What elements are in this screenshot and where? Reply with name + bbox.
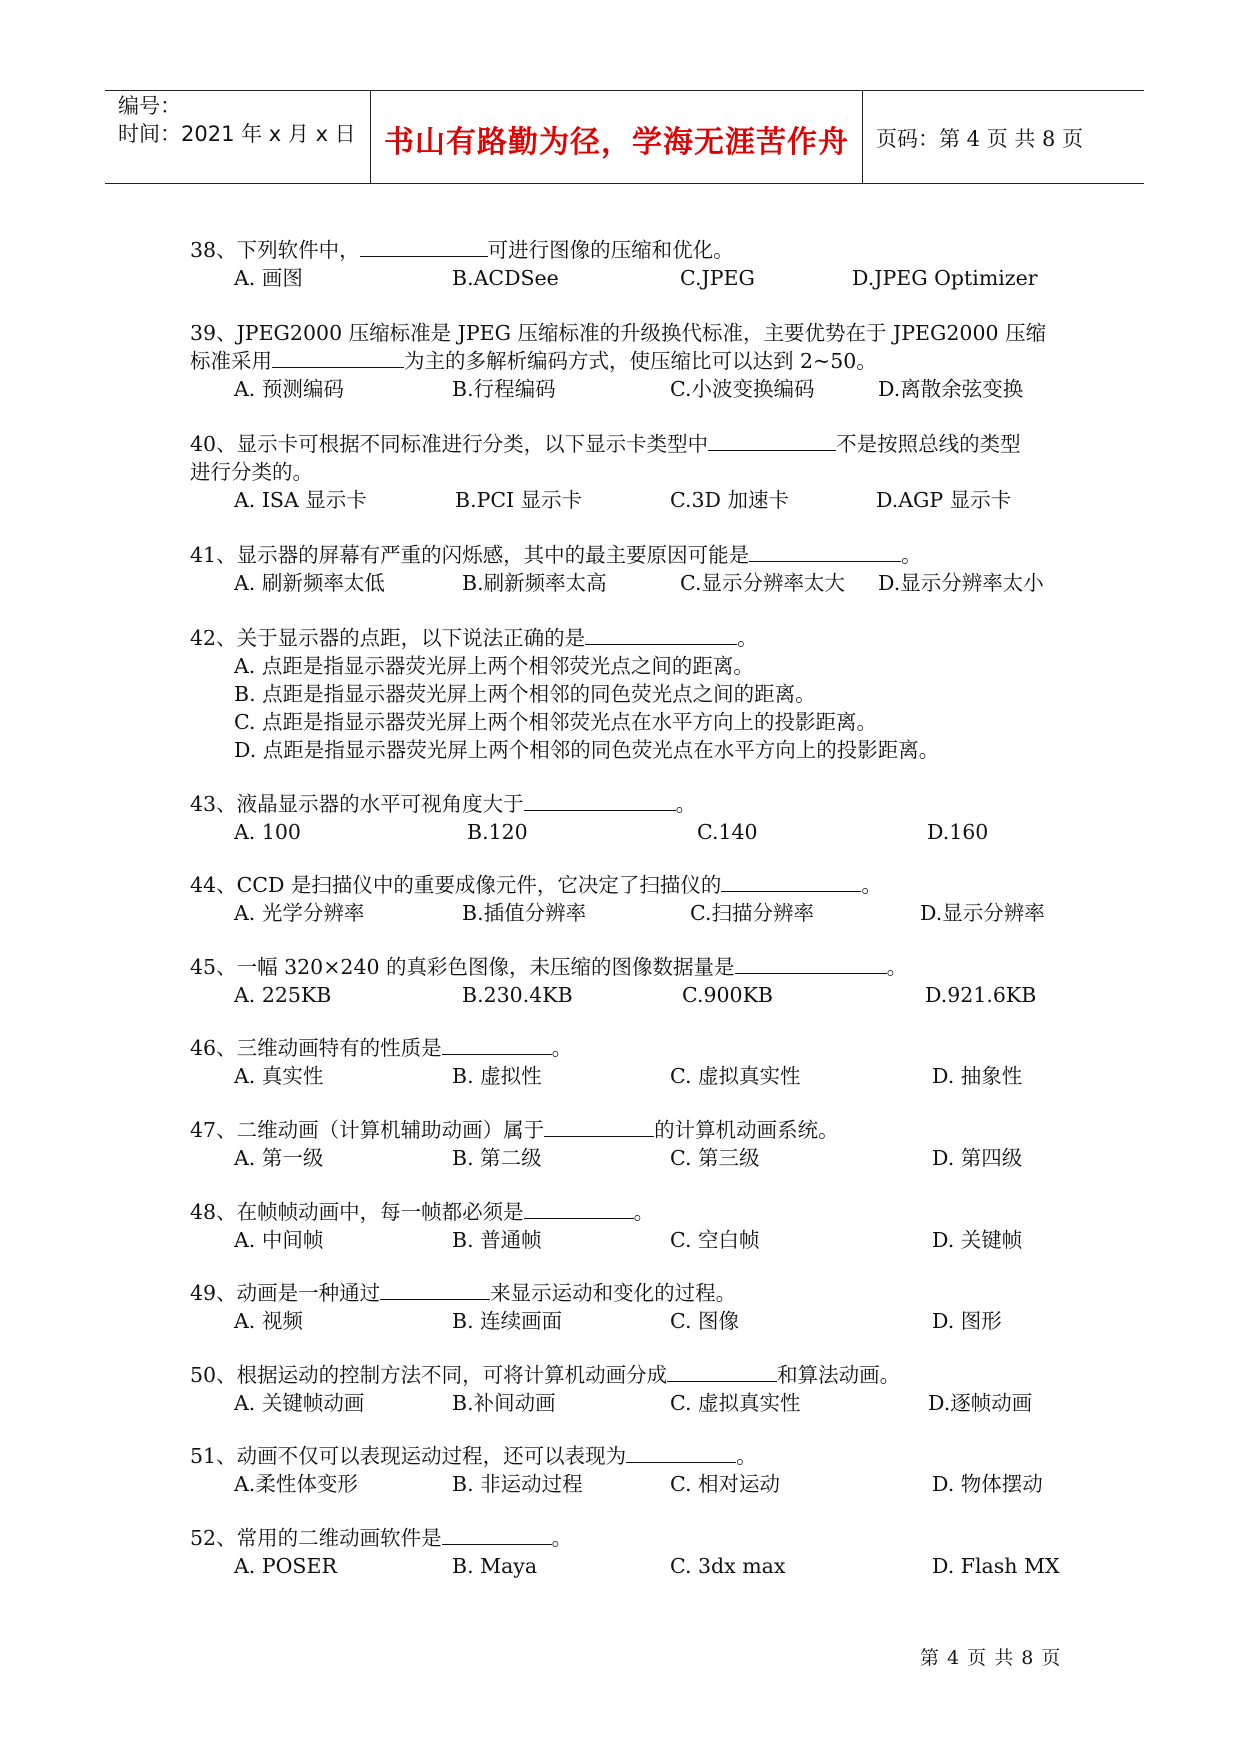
option-b: B.插值分辨率 bbox=[462, 901, 587, 925]
question-stem: 40、显示卡可根据不同标准进行分类，以下显示卡类型中 bbox=[190, 432, 709, 456]
option-d: D.显示分辨率太小 bbox=[878, 571, 1044, 595]
option-a: A. 关键帧动画 bbox=[234, 1391, 365, 1415]
options-row bbox=[190, 981, 1070, 1009]
question-stem: 49、动画是一种通过 bbox=[190, 1281, 381, 1305]
option-c: C. 3dx max bbox=[670, 1554, 786, 1578]
question-stem-end: 。 bbox=[551, 1526, 573, 1550]
option-b: B. 虚拟性 bbox=[452, 1064, 542, 1088]
options-row bbox=[190, 1062, 1070, 1090]
option-c: C. 点距是指显示器荧光屏上两个相邻荧光点在水平方向上的投影距离。 bbox=[234, 710, 877, 734]
answer-blank bbox=[272, 347, 404, 368]
answer-blank bbox=[585, 624, 737, 645]
option-a: A. ISA 显示卡 bbox=[234, 488, 367, 512]
question-39 bbox=[190, 319, 1070, 403]
options-row bbox=[190, 264, 1070, 292]
options-row bbox=[190, 1307, 1070, 1335]
question-stem: 47、二维动画（计算机辅助动画）属于 bbox=[190, 1118, 545, 1142]
question-48 bbox=[190, 1198, 1070, 1254]
question-38 bbox=[190, 236, 1070, 292]
question-47 bbox=[190, 1116, 1070, 1172]
question-stem: 38、下列软件中， bbox=[190, 238, 360, 262]
answer-blank bbox=[749, 541, 901, 562]
option-c: C. 空白帧 bbox=[670, 1228, 760, 1252]
option-c: C.扫描分辨率 bbox=[690, 901, 814, 925]
options-row bbox=[190, 1144, 1070, 1172]
question-stem: 45、一幅 320×240 的真彩色图像，未压缩的图像数据量是 bbox=[190, 955, 735, 979]
option-c: C.小波变换编码 bbox=[670, 377, 815, 401]
options-row bbox=[190, 1389, 1070, 1417]
option-b: B. Maya bbox=[452, 1554, 538, 1578]
option-d: D.逐帧动画 bbox=[928, 1391, 1033, 1415]
question-stem-end: 。 bbox=[737, 626, 758, 650]
question-41 bbox=[190, 541, 1070, 597]
option-d: D. Flash MX bbox=[932, 1554, 1060, 1578]
options-row bbox=[190, 899, 1070, 927]
answer-blank bbox=[721, 871, 861, 892]
option-b: B.刷新频率太高 bbox=[462, 571, 607, 595]
question-stem-end: 可进行图像的压缩和优化。 bbox=[487, 238, 734, 262]
option-b: B. 普通帧 bbox=[452, 1228, 542, 1252]
option-b: B.PCI 显示卡 bbox=[455, 488, 583, 512]
option-c: C. 图像 bbox=[670, 1309, 739, 1333]
question-stem: 43、液晶显示器的水平可视角度大于 bbox=[190, 792, 524, 816]
question-stem-end: 。 bbox=[633, 1200, 655, 1224]
option-c: C. 虚拟真实性 bbox=[670, 1391, 801, 1415]
option-a: A. 预测编码 bbox=[234, 377, 344, 401]
option-a: A. 光学分辨率 bbox=[234, 901, 365, 925]
question-46 bbox=[190, 1034, 1070, 1090]
header-meta bbox=[118, 92, 356, 148]
option-a: A. 100 bbox=[234, 820, 301, 844]
option-c: C.3D 加速卡 bbox=[670, 488, 789, 512]
header-top-rule bbox=[105, 90, 1144, 91]
option-a: A.柔性体变形 bbox=[234, 1472, 358, 1496]
option-b: B.行程编码 bbox=[452, 377, 556, 401]
question-stem-cont: 标准采用 bbox=[190, 349, 272, 373]
answer-blank bbox=[524, 790, 676, 811]
question-40 bbox=[190, 430, 1070, 514]
answer-blank bbox=[360, 236, 488, 257]
option-d: D.AGP 显示卡 bbox=[876, 488, 1012, 512]
option-c: C.JPEG bbox=[680, 266, 755, 290]
header-motto: 书山有路勤为径，学海无涯苦作舟 bbox=[384, 125, 849, 160]
question-stem-end: 。 bbox=[886, 955, 908, 979]
option-d: D. 第四级 bbox=[932, 1146, 1023, 1170]
question-stem: 46、三维动画特有的性质是 bbox=[190, 1036, 442, 1060]
question-stem: 39、JPEG2000 压缩标准是 JPEG 压缩标准的升级换代标准，主要优势在于 JPEG2000 压缩 bbox=[190, 321, 1047, 345]
answer-blank bbox=[667, 1361, 777, 1382]
question-stem: 41、显示器的屏幕有严重的闪烁感，其中的最主要原因可能是 bbox=[190, 543, 750, 567]
answer-blank bbox=[544, 1116, 654, 1137]
answer-blank bbox=[442, 1034, 552, 1055]
options-row bbox=[190, 1552, 1070, 1580]
answer-blank bbox=[442, 1524, 552, 1545]
question-stem: 51、动画不仅可以表现运动过程，还可以表现为 bbox=[190, 1444, 627, 1468]
question-stem: 42、关于显示器的点距，以下说法正确的是 bbox=[190, 626, 586, 650]
question-44 bbox=[190, 871, 1070, 927]
options-row bbox=[190, 486, 1070, 514]
option-a: A. 画图 bbox=[234, 266, 303, 290]
question-43 bbox=[190, 790, 1070, 846]
option-b: B. 连续画面 bbox=[452, 1309, 563, 1333]
option-c: C.140 bbox=[697, 820, 758, 844]
option-c: C. 第三级 bbox=[670, 1146, 760, 1170]
option-a: A. 刷新频率太低 bbox=[234, 571, 385, 595]
page-footer: 第 4 页 共 8 页 bbox=[920, 1647, 1062, 1669]
option-c: C. 虚拟真实性 bbox=[670, 1064, 801, 1088]
option-a: A. POSER bbox=[234, 1554, 337, 1578]
answer-blank bbox=[735, 953, 887, 974]
question-stem: 50、根据运动的控制方法不同，可将计算机动画分成 bbox=[190, 1363, 668, 1387]
option-d: D.离散余弦变换 bbox=[878, 377, 1024, 401]
question-stem-end: 为主的多解析编码方式，使压缩比可以达到 2~50。 bbox=[404, 349, 877, 373]
option-b: B.ACDSee bbox=[452, 266, 559, 290]
option-a: A. 第一级 bbox=[234, 1146, 324, 1170]
question-stem-end: 的计算机动画系统。 bbox=[654, 1118, 839, 1142]
option-b: B. 非运动过程 bbox=[452, 1472, 583, 1496]
question-stem-end: 。 bbox=[551, 1036, 573, 1060]
option-d: D. 物体摆动 bbox=[932, 1472, 1043, 1496]
question-stem-end: 。 bbox=[901, 543, 922, 567]
header-bottom-rule bbox=[105, 183, 1144, 184]
option-a: A. 视频 bbox=[234, 1309, 303, 1333]
option-d: D.显示分辨率 bbox=[920, 901, 1045, 925]
options-row bbox=[190, 569, 1070, 597]
option-c: C.900KB bbox=[682, 983, 773, 1007]
options-row bbox=[190, 375, 1070, 403]
question-stem-end: 来显示运动和变化的过程。 bbox=[490, 1281, 737, 1305]
question-stem-end: 。 bbox=[675, 792, 697, 816]
option-a: A. 225KB bbox=[234, 983, 332, 1007]
option-b: B.120 bbox=[467, 820, 528, 844]
question-stem: 48、在帧帧动画中，每一帧都必须是 bbox=[190, 1200, 524, 1224]
answer-blank bbox=[708, 430, 836, 451]
option-d: D.160 bbox=[927, 820, 989, 844]
question-45 bbox=[190, 953, 1070, 1009]
option-b: B.230.4KB bbox=[462, 983, 573, 1007]
question-50 bbox=[190, 1361, 1070, 1417]
answer-blank bbox=[626, 1442, 736, 1463]
option-c: C.显示分辨率太大 bbox=[680, 571, 845, 595]
question-stem-end: 。 bbox=[861, 873, 882, 897]
question-stem-end: 不是按照总线的类型 bbox=[836, 432, 1021, 456]
answer-blank bbox=[524, 1198, 634, 1219]
options-row bbox=[190, 818, 1070, 846]
option-a: A. 点距是指显示器荧光屏上两个相邻荧光点之间的距离。 bbox=[234, 654, 754, 678]
question-stem-cont: 进行分类的。 bbox=[190, 460, 313, 484]
header-divider-right bbox=[862, 90, 863, 184]
option-c: C. 相对运动 bbox=[670, 1472, 780, 1496]
options-row bbox=[190, 1226, 1070, 1254]
question-52 bbox=[190, 1524, 1070, 1580]
question-51 bbox=[190, 1442, 1070, 1498]
option-d: D. 图形 bbox=[932, 1309, 1002, 1333]
header-time: 时间：2021 年 x 月 x 日 bbox=[118, 122, 356, 146]
question-42 bbox=[190, 624, 1070, 764]
option-d: D.JPEG Optimizer bbox=[852, 266, 1038, 290]
option-d: D.921.6KB bbox=[925, 983, 1037, 1007]
header-number-label: 编号： bbox=[118, 94, 181, 118]
question-stem-end: 。 bbox=[736, 1444, 757, 1468]
option-b: B.补间动画 bbox=[452, 1391, 556, 1415]
option-d: D. 抽象性 bbox=[932, 1064, 1023, 1088]
header-page-code: 页码：第 4 页 共 8 页 bbox=[876, 127, 1084, 151]
option-d: D. 点距是指显示器荧光屏上两个相邻的同色荧光点在水平方向上的投影距离。 bbox=[234, 738, 940, 762]
answer-blank bbox=[380, 1279, 490, 1300]
option-b: B. 点距是指显示器荧光屏上两个相邻的同色荧光点之间的距离。 bbox=[234, 682, 816, 706]
option-a: A. 中间帧 bbox=[234, 1228, 324, 1252]
option-d: D. 关键帧 bbox=[932, 1228, 1023, 1252]
options-row bbox=[190, 1470, 1070, 1498]
option-a: A. 真实性 bbox=[234, 1064, 324, 1088]
question-stem: 44、CCD 是扫描仪中的重要成像元件，它决定了扫描仪的 bbox=[190, 873, 722, 897]
question-49 bbox=[190, 1279, 1070, 1335]
option-b: B. 第二级 bbox=[452, 1146, 542, 1170]
question-stem-end: 和算法动画。 bbox=[777, 1363, 901, 1387]
question-stem: 52、常用的二维动画软件是 bbox=[190, 1526, 442, 1550]
